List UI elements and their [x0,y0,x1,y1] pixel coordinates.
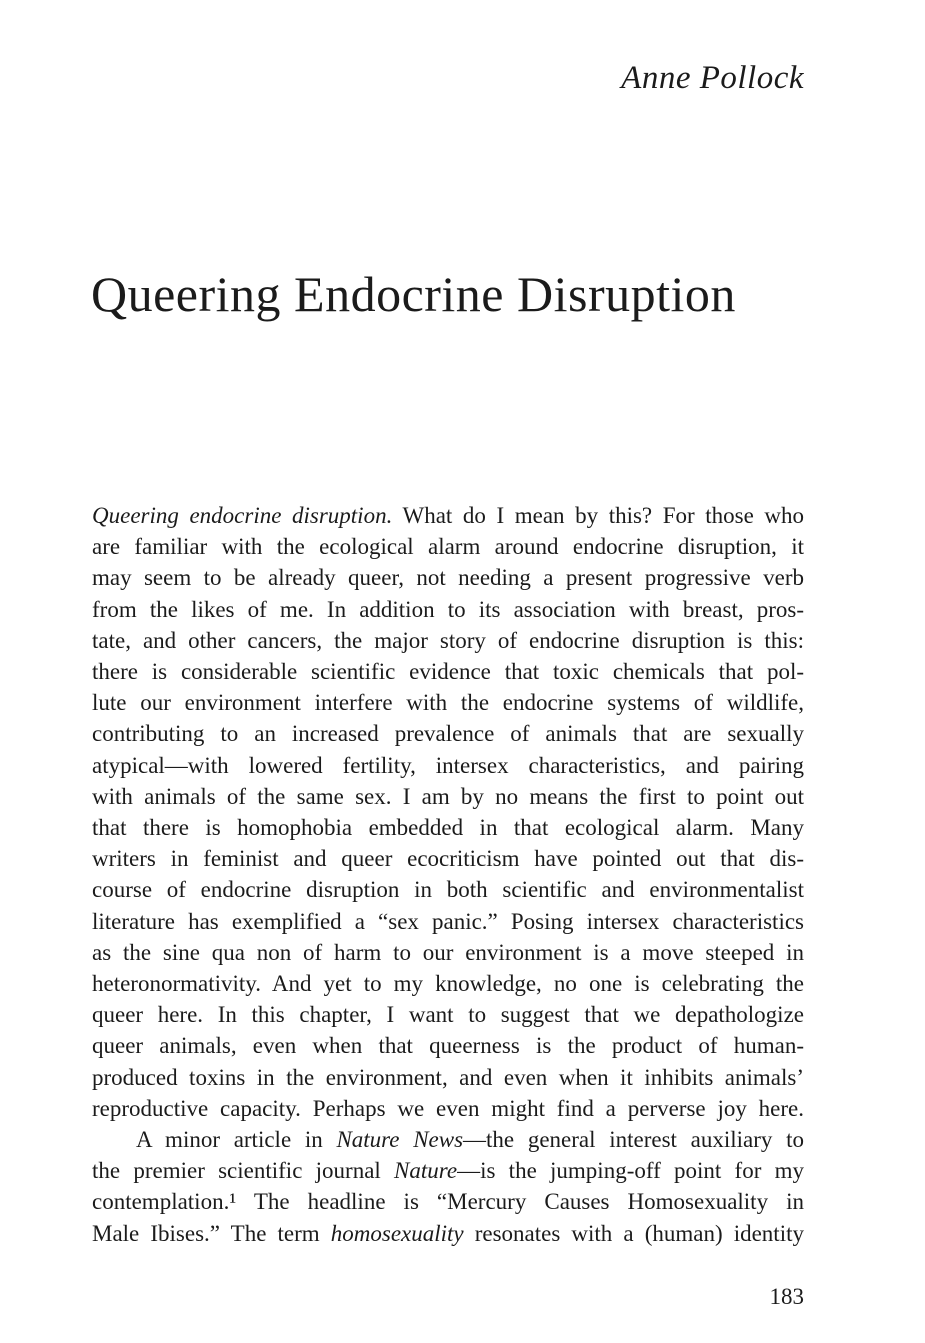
text-line: produced toxins in the environment, and even when it inhibits animals’ [92,1064,804,1090]
text-line: there is considerable scientific evidence that toxic chemicals that pol- [92,659,804,685]
text-line: from the likes of me. In addition to its association with breast, pros- [92,596,804,622]
text-line: queer animals, even when that queerness is the product of human- [92,1033,804,1059]
text-line: reproductive capacity. Perhaps we even might find a perverse joy here. [92,1095,804,1121]
text-line: with animals of the same sex. I am by no means the first to point out [92,783,804,809]
page-number: 183 [769,1284,804,1309]
text-line: atypical—with lowered fertility, intersex characteristics, and pairing [92,752,804,778]
text-line: queer here. In this chapter, I want to suggest that we depathologize [92,1002,804,1028]
text-line: Male Ibises.” The term homosexuality resonates with a (human) identity [92,1220,804,1246]
body-text [92,500,804,1249]
text-line: that there is homophobia embedded in that ecological alarm. Many [92,815,804,841]
text-line: course of endocrine disruption in both scientific and environmentalist [92,877,804,903]
text-line: may seem to be already queer, not needing a present progressive verb [92,565,804,591]
text-line: contemplation.¹ The headline is “Mercury Causes Homosexuality in [92,1189,804,1215]
text-line: the premier scientific journal Nature—is the jumping-off point for my [92,1158,804,1184]
text-line: as the sine qua non of harm to our environment is a move steeped in [92,939,804,965]
author-name: Anne Pollock [621,60,804,96]
text-line: A minor article in Nature News—the general interest auxiliary to [136,1127,804,1153]
text-line: Queering endocrine disruption. What do I mean by this? For those who [92,503,804,528]
text-line: lute our environment interfere with the endocrine systems of wildlife, [92,690,804,716]
text-line: contributing to an increased prevalence of animals that are sexually [92,721,804,747]
text-line: heteronormativity. And yet to my knowledge, no one is celebrating the [92,971,804,997]
chapter-title: Queering Endocrine Disruption [91,266,736,322]
text-line: are familiar with the ecological alarm around endocrine disruption, it [92,534,804,560]
text-line: literature has exemplified a “sex panic.” Posing intersex characteristics [92,908,804,934]
text-line: writers in feminist and queer ecocriticism have pointed out that dis- [92,846,804,872]
text-line: tate, and other cancers, the major story of endocrine disruption is this: [92,627,804,653]
